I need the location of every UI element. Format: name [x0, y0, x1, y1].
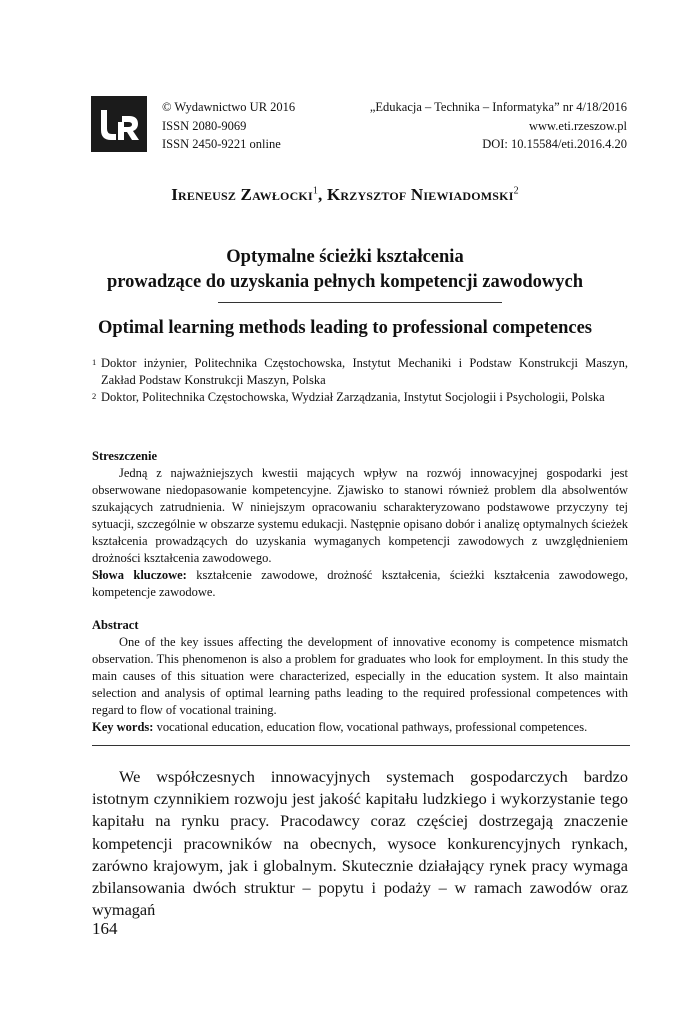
issn-online: ISSN 2450-9221 online: [162, 137, 281, 151]
streszczenie-text: Jedną z najważniejszych kwestii mających wpływ na rozwój innowacyjnej gospodarki jest obserwowane niedopasowanie kompetencyjne. Zjawisko to stanowi również problem dla absolwentów szukających zatrudnienia. W niniejszym opracowaniu scharakteryzowano podstawowe przyczyny tej sytuacji, szczególnie w obszarze systemu edukacji. Następnie opisano dobór i analizę optymalnych ścieżek kształcenia prowadzących do uzyskania wymaganych kompetencji zawodowych z uwzględnieniem drożności kształcenia zawodowego.: [92, 466, 628, 565]
abstract-keywords: [92, 719, 628, 736]
keywords-text: kształcenie zawodowe, drożność kształcenia, ścieżki kształcenia zawodowego, kompetencje zawodowe.: [92, 568, 629, 599]
keywords-label: Key words:: [92, 720, 154, 734]
journal-title: „Edukacja – Technika – Informatyka” nr 4/18/2016: [369, 100, 627, 114]
author-name: Ireneusz Zawłocki: [171, 185, 313, 204]
streszczenie-keywords: [92, 567, 628, 601]
affiliation-number: 1: [92, 357, 97, 367]
author-affil-ref: 2: [513, 185, 519, 197]
authors-line: [0, 185, 690, 205]
body-paragraph: We współczesnych innowacyjnych systemach gospodarczych bardzo istotnym czynnikiem rozwoju jest jakość kapitału ludzkiego i wykorzystanie tego kapitału na rynku pracy. Pracodawcy coraz częściej dostrzegają znaczenie kompetencji pracowników na obecnych, wysoce konkurencyjnych rynkach, zarówno krajowym, jak i globalnym. Skutecznie działający rynek pracy wymaga zbilansowania dwóch struktur – popytu i podaży – w ramach zawodów oraz wymagań: [92, 767, 628, 920]
journal-url[interactable]: www.eti.rzeszow.pl: [529, 118, 627, 133]
streszczenie-section: [92, 448, 628, 601]
title-divider: [218, 302, 502, 303]
keywords-text: vocational education, education flow, vocational pathways, professional competences.: [156, 720, 588, 734]
affiliation-text: Doktor, Politechnika Częstochowska, Wydział Zarządzania, Instytut Socjologii i Psychologii, Polska: [101, 390, 605, 404]
author-affil-ref: 1: [312, 185, 319, 197]
abstract-heading: Abstract: [92, 618, 139, 632]
title-polish: [0, 245, 690, 295]
copyright-line: © Wydawnictwo UR 2016: [162, 100, 296, 114]
affiliation-item: [92, 389, 628, 406]
section-divider: [92, 745, 630, 746]
publisher-logo: [91, 96, 147, 152]
author-name: Krzysztof Niewiadomski: [326, 185, 514, 204]
abstract-section: [92, 617, 628, 736]
journal-info: [370, 98, 627, 154]
affiliations: [92, 355, 628, 406]
keywords-label: Słowa kluczowe:: [92, 568, 187, 582]
title-polish-line: prowadzące do uzyskania pełnych kompetencji zawodowych: [106, 272, 584, 292]
author-separator: ,: [318, 185, 327, 204]
abstract-text: One of the key issues affecting the development of innovative economy is competence mismatch observation. This phenomenon is also a problem for graduates who look for employment. In this study the main causes of this situation were characterized, especially in the education system. It also maintain selection and analysis of optimal learning paths leading to the required professional competences with regard to flow of vocational training.: [92, 635, 628, 717]
doi[interactable]: DOI: 10.15584/eti.2016.4.20: [482, 137, 627, 151]
title-polish-line: Optymalne ścieżki kształcenia: [226, 247, 464, 267]
title-english: Optimal learning methods leading to professional competences: [97, 318, 592, 338]
issn-print: ISSN 2080-9069: [162, 118, 247, 133]
publisher-info: [162, 98, 295, 154]
streszczenie-heading: Streszczenie: [92, 449, 158, 463]
affiliation-number: 2: [92, 391, 97, 401]
affiliation-text: Doktor inżynier, Politechnika Częstochowska, Instytut Mechaniki i Podstaw Konstrukcji Maszyn, Zakład Podstaw Konstrukcji Maszyn, Polska: [101, 356, 628, 387]
affiliation-item: [92, 355, 628, 389]
page-number: 164: [92, 919, 118, 938]
